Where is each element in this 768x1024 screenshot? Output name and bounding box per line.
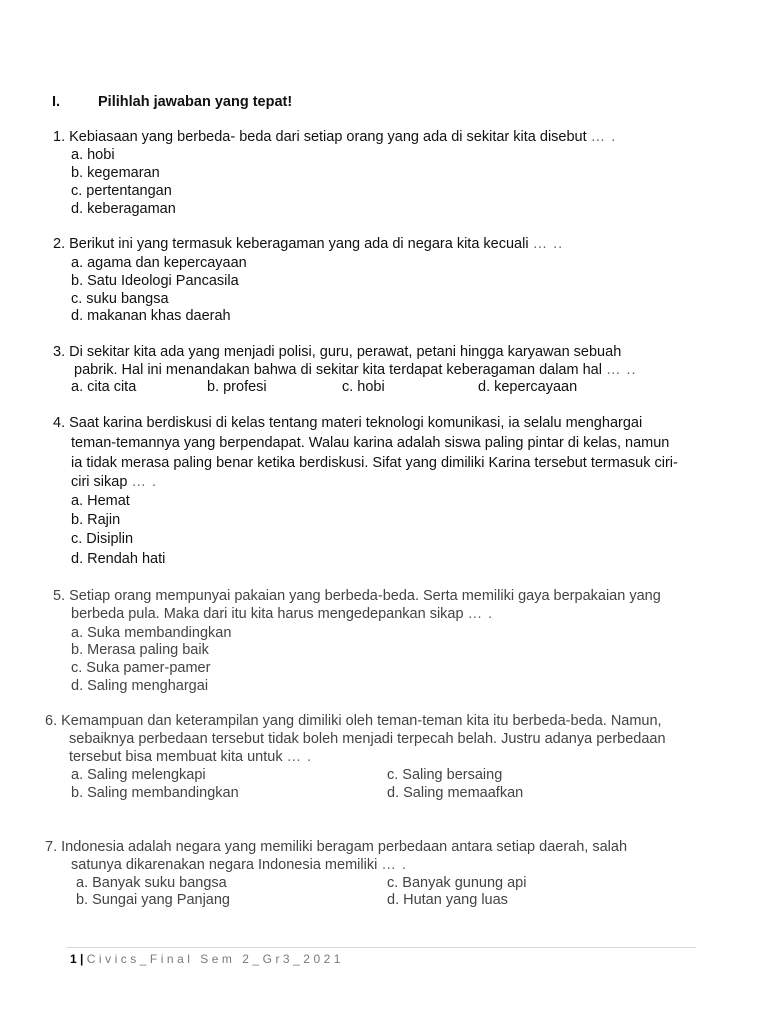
- question-1-stem: 1. Kebiasaan yang berbeda- beda dari setiap orang yang ada di sekitar kita disebut … .: [53, 129, 617, 145]
- q5-option-d: d. Saling menghargai: [71, 678, 209, 694]
- section-number: I.: [52, 94, 61, 110]
- blank-dots: … .: [131, 474, 157, 490]
- blank-dots: … .: [381, 857, 407, 873]
- question-3-stem-line-1: 3. Di sekitar kita ada yang menjadi polisi, guru, perawat, petani hingga karyawan sebuah: [53, 344, 622, 360]
- q4-option-c: c. Disiplin: [71, 531, 134, 547]
- q4-option-b: b. Rajin: [71, 512, 121, 528]
- blank-dots: … ..: [605, 362, 637, 378]
- question-6-stem-line-2: sebaiknya perbedaan tersebut tidak boleh menjadi terpecah belah. Justru adanya perbedaan: [69, 731, 666, 747]
- question-2-stem: 2. Berikut ini yang termasuk keberagaman yang ada di negara kita kecuali … ..: [53, 236, 564, 252]
- footer-course-label: Civics_Final Sem 2_Gr3_2021: [86, 952, 344, 966]
- q3-option-a: a. cita cita: [71, 379, 137, 395]
- q2-option-b: b. Satu Ideologi Pancasila: [71, 273, 239, 289]
- q5-option-c: c. Suka pamer-pamer: [71, 660, 211, 676]
- question-4-stem-line-3: ia tidak merasa paling benar ketika berdiskusi. Sifat yang dimiliki Karina tersebut termasuk ciri-: [71, 455, 678, 471]
- footer-separator: |: [80, 952, 84, 966]
- q6-option-d: d. Saling memaafkan: [387, 785, 524, 801]
- question-5-stem-line-2: berbeda pula. Maka dari itu kita harus mengedepankan sikap … .: [71, 606, 494, 622]
- question-7-stem-line-1: 7. Indonesia adalah negara yang memiliki beragam perbedaan antara setiap daerah, salah: [45, 839, 628, 855]
- q4-option-a: a. Hemat: [71, 493, 130, 509]
- blank-dots: … ..: [532, 236, 564, 252]
- q2-option-a: a. agama dan kepercayaan: [71, 255, 247, 271]
- page-number: 1: [70, 952, 77, 966]
- q5-option-b: b. Merasa paling baik: [71, 642, 209, 658]
- question-6-stem-line-3: tersebut bisa membuat kita untuk … .: [69, 749, 313, 765]
- page-footer: [70, 951, 344, 967]
- q6-option-b: b. Saling membandingkan: [71, 785, 239, 801]
- q2-option-c: c. suku bangsa: [71, 291, 169, 307]
- question-7-stem-line-2: satunya dikarenakan negara Indonesia memiliki … .: [71, 857, 407, 873]
- question-4-stem-line-1: 4. Saat karina berdiskusi di kelas tentang materi teknologi komunikasi, ia selalu menghargai: [53, 415, 643, 431]
- q6-option-a: a. Saling melengkapi: [71, 767, 206, 783]
- q5-option-a: a. Suka membandingkan: [71, 625, 232, 641]
- question-5-stem-line-1: 5. Setiap orang mempunyai pakaian yang berbeda-beda. Serta memiliki gaya berpakaian yang: [53, 588, 661, 604]
- blank-dots: … .: [590, 129, 617, 145]
- section-title: Pilihlah jawaban yang tepat!: [98, 94, 293, 110]
- footer-divider: [66, 947, 696, 948]
- q7-option-a: a. Banyak suku bangsa: [76, 875, 227, 891]
- q7-option-c: c. Banyak gunung api: [387, 875, 527, 891]
- q1-option-c: c. pertentangan: [71, 183, 172, 199]
- q1-option-b: b. kegemaran: [71, 165, 160, 181]
- blank-dots: … .: [467, 606, 494, 622]
- question-4-stem-line-2: teman-temannya yang berpendapat. Walau karina adalah siswa paling pintar di kelas, namun: [71, 435, 670, 451]
- q6-option-c: c. Saling bersaing: [387, 767, 503, 783]
- blank-dots: … .: [286, 749, 313, 765]
- question-3-stem-line-2: pabrik. Hal ini menandakan bahwa di sekitar kita terdapat keberagaman dalam hal … ..: [74, 362, 637, 378]
- q7-option-b: b. Sungai yang Panjang: [76, 892, 230, 908]
- q2-option-d: d. makanan khas daerah: [71, 308, 231, 324]
- q4-option-d: d. Rendah hati: [71, 551, 166, 567]
- q1-option-a: a. hobi: [71, 147, 115, 163]
- q7-option-d: d. Hutan yang luas: [387, 892, 508, 908]
- q3-option-b: b. profesi: [207, 379, 267, 395]
- question-4-stem-line-4: ciri sikap … .: [71, 474, 157, 490]
- q3-option-c: c. hobi: [342, 379, 385, 395]
- question-6-stem-line-1: 6. Kemampuan dan keterampilan yang dimiliki oleh teman-teman kita itu berbeda-beda. Namun,: [45, 713, 662, 729]
- q3-option-d: d. kepercayaan: [478, 379, 578, 395]
- q1-option-d: d. keberagaman: [71, 201, 176, 217]
